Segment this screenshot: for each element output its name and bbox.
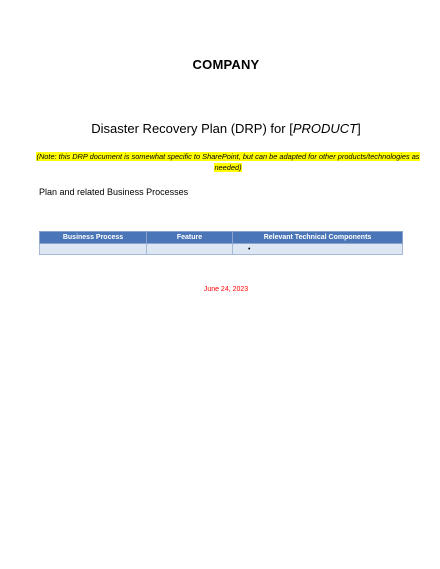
document-date: June 24, 2023	[203, 286, 249, 293]
section-heading: Plan and related Business Processes	[39, 187, 189, 197]
title-suffix: ]	[357, 121, 361, 136]
table-cell-business-process[interactable]	[40, 244, 147, 255]
table-cell-feature[interactable]	[147, 244, 233, 255]
table-header-relevant-technical-components: Relevant Technical Components	[233, 232, 403, 244]
table-row	[40, 244, 403, 255]
document-title	[0, 121, 440, 136]
title-product-placeholder: PRODUCT	[292, 121, 358, 136]
table-header-business-process: Business Process	[40, 232, 147, 244]
title-prefix: Disaster Recovery Plan (DRP) for [	[91, 121, 293, 136]
business-process-table	[39, 231, 403, 255]
table-cell-technical-components[interactable]: •	[233, 244, 403, 255]
company-name: COMPANY	[192, 57, 260, 72]
table-header-feature: Feature	[147, 232, 233, 244]
highlighted-note	[36, 151, 420, 173]
note-text: (Note: this DRP document is somewhat specific to SharePoint, but can be adapted for other products/technologies as needed)	[36, 152, 420, 172]
table-header-row	[40, 232, 403, 244]
